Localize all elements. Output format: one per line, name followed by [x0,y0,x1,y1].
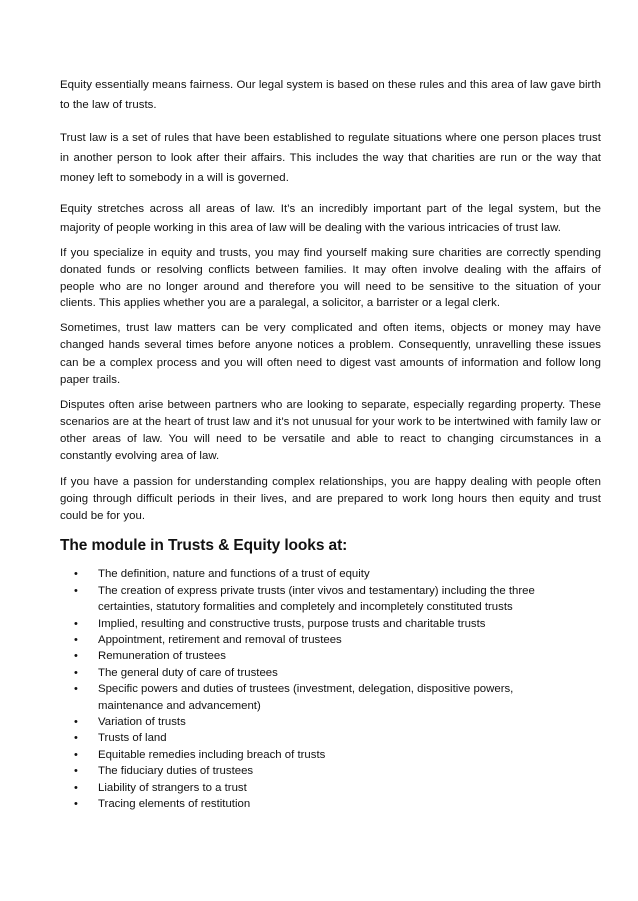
list-item [60,681,601,714]
list-item [60,632,601,648]
bullet-icon: • [74,765,78,778]
list-item-text: Trusts of land [98,732,167,745]
list-item-text: The creation of express private trusts (inter vivos and testamentary) including the three certainties, statutory formalities and completely and incompletely constituted trusts [98,584,535,614]
bullet-icon: • [74,650,78,663]
list-item [60,665,601,681]
bullet-icon: • [74,617,78,630]
list-item [60,583,601,616]
list-item-text: The general duty of care of trustees [98,666,278,679]
list-item-text: Specific powers and duties of trustees (investment, delegation, dispositive powers, maintenance and advancement) [98,683,514,712]
list-item [60,648,601,664]
paragraph-equity-scope: Equity stretches across all areas of law. It’s an incredibly important part of the legal system, but the majority of people working in this area of law will be dealing with the various intricacies of trust law. [60,203,601,234]
paragraph-specialize: If you specialize in equity and trusts, you may find yourself making sure charities are correctly spending donated funds or resolving conflicts between families. It may often involve dealing with the affairs of people who are no longer around and therefore you will need to be sensitive to the situation of your clients. This applies whether you are a paralegal, a solicitor, a barrister or a legal clerk. [60,247,601,310]
paragraph-complications: Sometimes, trust law matters can be very complicated and often items, objects or money may have changed hands several times before anyone notices a problem. Consequently, unravelling these issues can be a complex process and you will often need to digest vast amounts of information and follow long paper trails. [60,322,601,386]
list-item-text: Liability of strangers to a trust [98,781,247,794]
list-item-text: Equitable remedies including breach of trusts [98,748,326,761]
paragraph-disputes: Disputes often arise between partners who are looking to separate, especially regarding property. These scenarios are at the heart of trust law and it’s not unusual for your work to be intertwined with family law or other areas of law. You will need to be versatile and able to react to changing circumstances in a constantly evolving area of law. [60,399,601,462]
list-item-text: The definition, nature and functions of a trust of equity [98,568,370,581]
bullet-icon: • [74,683,78,696]
paragraph-trust-law-definition: Trust law is a set of rules that have been established to regulate situations where one person places trust in another person to look after their affairs. This includes the way that charities are run or the way that money left to somebody in a will is governed. [60,132,601,184]
list-item-text: Implied, resulting and constructive trusts, purpose trusts and charitable trusts [98,617,486,630]
list-item [60,796,601,812]
list-item-text: Appointment, retirement and removal of trustees [98,634,342,647]
module-topics-list [60,566,601,812]
list-item [60,747,601,763]
module-heading: The module in Trusts & Equity looks at: [60,537,348,555]
list-item [60,780,601,796]
list-item-text: The fiduciary duties of trustees [98,765,254,778]
bullet-icon: • [74,748,78,761]
bullet-icon: • [74,732,78,745]
list-item [60,714,601,730]
bullet-icon: • [74,716,78,729]
bullet-icon: • [74,568,78,581]
paragraph-passion: If you have a passion for understanding complex relationships, you are happy dealing with people often going through difficult periods in their lives, and are prepared to work long hours then equity and trust could be for you. [60,476,601,522]
bullet-icon: • [74,666,78,679]
bullet-icon: • [74,634,78,647]
list-item [60,730,601,746]
bullet-icon: • [74,584,78,597]
bullet-icon: • [74,781,78,794]
list-item-text: Variation of trusts [98,716,186,729]
list-item-text: Tracing elements of restitution [98,798,251,811]
list-item [60,763,601,779]
list-item [60,566,601,582]
list-item [60,616,601,632]
bullet-icon: • [74,798,78,811]
paragraph-equity-fairness: Equity essentially means fairness. Our legal system is based on these rules and this area of law gave birth to the law of trusts. [60,79,601,111]
document-page [60,76,601,812]
list-item-text: Remuneration of trustees [98,650,226,663]
